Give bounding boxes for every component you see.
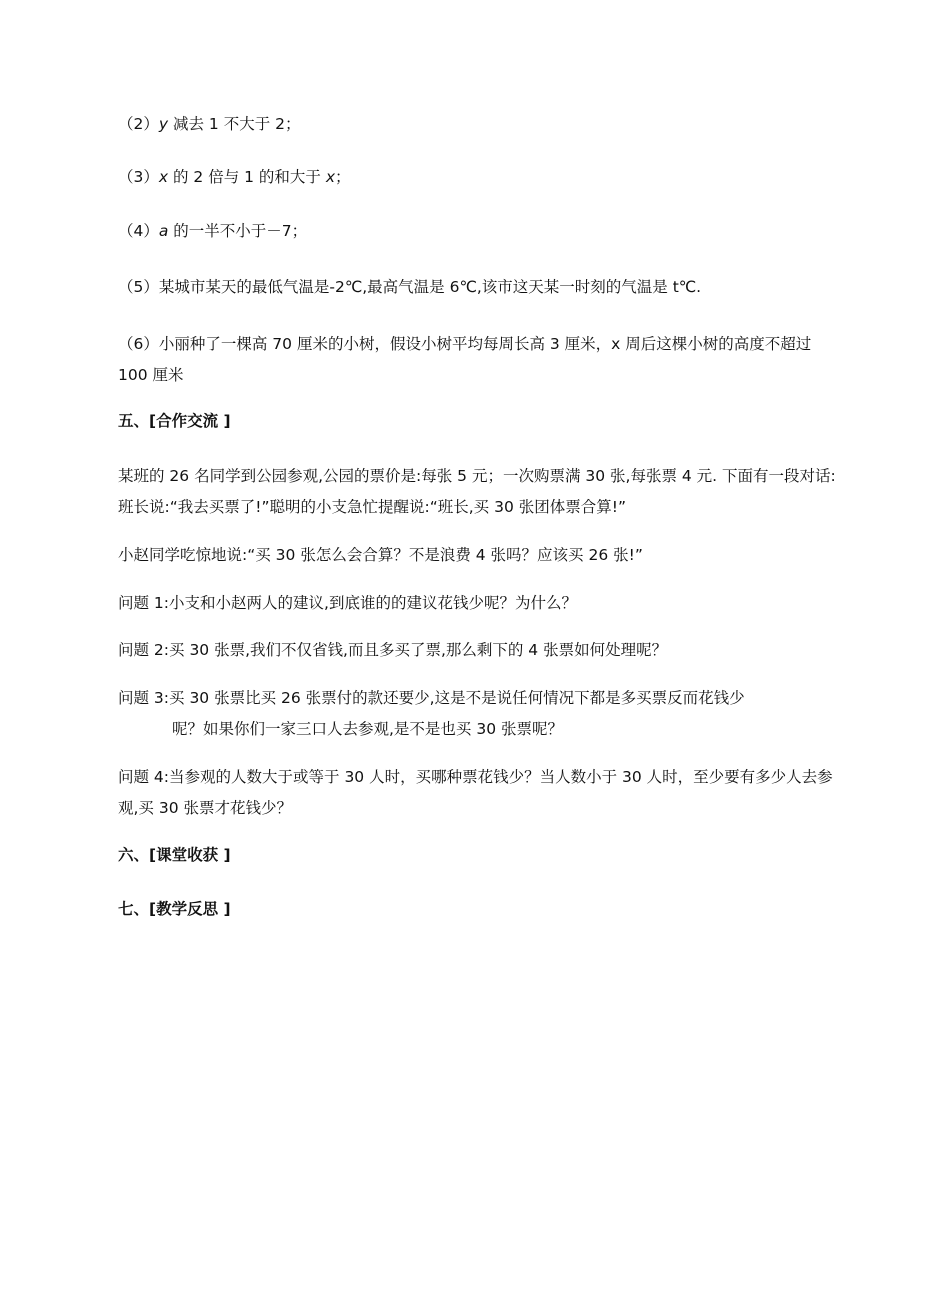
section-heading-harvest: 六、[课堂收获 ] — [118, 846, 231, 864]
section-heading-cooperation: 五、[合作交流 ] — [118, 412, 231, 430]
cooperation-paragraph-1: 某班的 26 名同学到公园参观,公园的票价是:每张 5 元；一次购票满 30 张,每张票 4 元. 下面有一段对话:班长说:“我去买票了!”聪明的小支急忙提醒说:“班长,买 30 张团体票合算!” — [118, 467, 836, 516]
item-2-variable: y — [158, 115, 169, 133]
question-3-line-1: 问题 3:买 30 张票比买 26 张票付的款还要少,这是不是说任何情况下都是多买票反而花钱少 — [118, 689, 745, 707]
item-4 — [118, 221, 838, 241]
item-2-text: 减去 1 不大于 2； — [168, 115, 301, 133]
item-4-prefix: （4） — [118, 222, 159, 240]
question-3-line-2: 呢？如果你们一家三口人去参观,是不是也买 30 张票呢？ — [172, 720, 564, 738]
item-4-text: 的一半不小于－7； — [168, 222, 308, 240]
item-2 — [118, 114, 838, 134]
item-3-prefix: （3） — [118, 168, 159, 186]
question-4: 问题 4:当参观的人数大于或等于 30 人时，买哪种票花钱少？当人数小于 30 人时，至少要有多少人去参观,买 30 张票才花钱少？ — [118, 768, 833, 817]
item-3-text-b: ； — [335, 168, 351, 186]
item-3-text-a: 的 2 倍与 1 的和大于 — [168, 168, 326, 186]
item-6: （6）小丽种了一棵高 70 厘米的小树，假设小树平均每周长高 3 厘米，x 周后这棵小树的高度不超过 100 厘米 — [118, 335, 812, 384]
item-3 — [118, 167, 838, 187]
item-4-variable: a — [158, 222, 169, 240]
item-5: （5）某城市某天的最低气温是-2℃,最高气温是 6℃,该市这天某一时刻的气温是 t℃. — [118, 278, 702, 296]
section-heading-reflection: 七、[教学反思 ] — [118, 900, 231, 918]
cooperation-paragraph-2: 小赵同学吃惊地说:“买 30 张怎么会合算？不是浪费 4 张吗？应该买 26 张!” — [118, 546, 643, 564]
question-2: 问题 2:买 30 张票,我们不仅省钱,而且多买了票,那么剩下的 4 张票如何处理呢？ — [118, 641, 668, 659]
item-3-variable-2: x — [325, 168, 336, 186]
item-3-variable: x — [158, 168, 169, 186]
question-1: 问题 1:小支和小赵两人的建议,到底谁的的建议花钱少呢？为什么？ — [118, 594, 577, 612]
item-2-prefix: （2） — [118, 115, 159, 133]
